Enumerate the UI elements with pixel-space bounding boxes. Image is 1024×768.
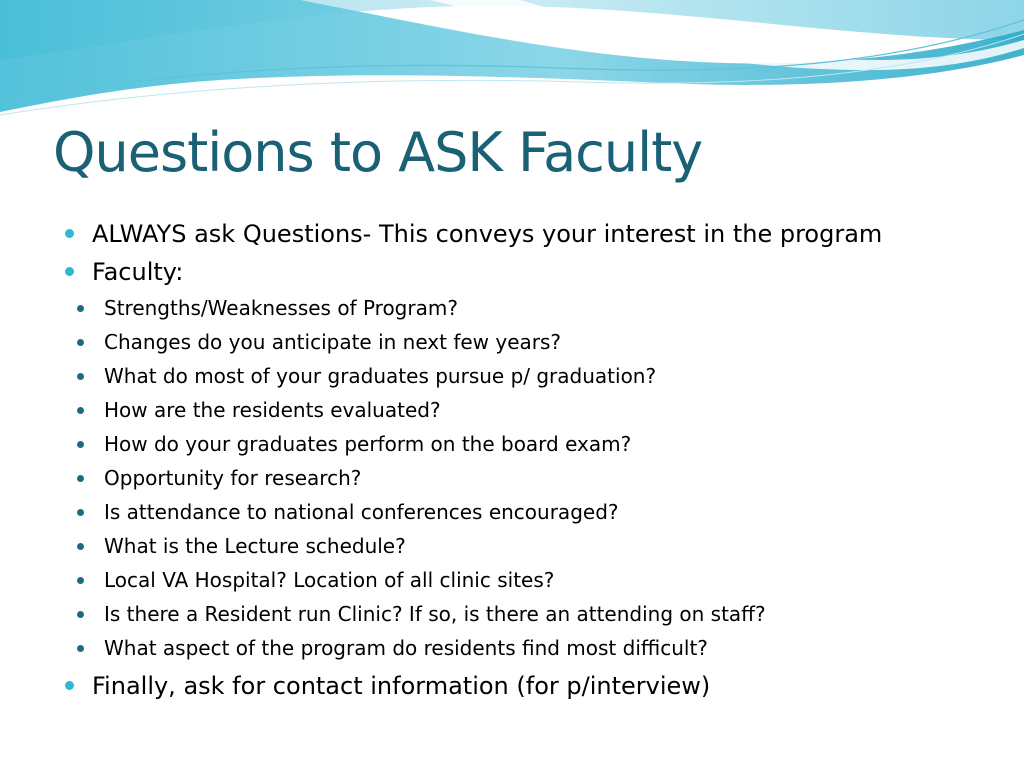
sub-bullet-dot-icon — [77, 577, 84, 584]
bullet-list — [62, 215, 1012, 705]
sub-bullet-dot-icon — [77, 441, 84, 448]
faculty-subbullets-container — [62, 291, 1012, 665]
bullet-text: Faculty: — [92, 258, 184, 286]
sub-bullet-item — [62, 461, 1012, 495]
bullet-dot-icon — [65, 267, 74, 276]
sub-bullet-text: Is there a Resident run Clinic? If so, is there an attending on staff? — [104, 602, 766, 626]
sub-bullet-text: How do your graduates perform on the board exam? — [104, 432, 632, 456]
sub-bullet-item — [62, 427, 1012, 461]
sub-bullet-dot-icon — [77, 339, 84, 346]
sub-bullet-dot-icon — [77, 645, 84, 652]
bullet-text: ALWAYS ask Questions- This conveys your interest in the program — [92, 220, 883, 248]
bullet-dot-icon — [65, 229, 74, 238]
sub-bullet-text: What aspect of the program do residents find most difficult? — [104, 636, 708, 660]
sub-bullet-text: What do most of your graduates pursue p/ graduation? — [104, 364, 657, 388]
sub-bullet-item — [62, 529, 1012, 563]
decorative-wave-banner — [0, 0, 1024, 130]
sub-bullet-item — [62, 563, 1012, 597]
sub-bullet-item — [62, 495, 1012, 529]
sub-bullet-item — [62, 325, 1012, 359]
sub-bullet-dot-icon — [77, 509, 84, 516]
sub-bullet-text: Is attendance to national conferences encouraged? — [104, 500, 619, 524]
sub-bullet-item — [62, 631, 1012, 665]
sub-bullet-dot-icon — [77, 475, 84, 482]
sub-bullet-text: How are the residents evaluated? — [104, 398, 441, 422]
sub-bullet-text: What is the Lecture schedule? — [104, 534, 406, 558]
faculty-subbullet-list — [62, 291, 1012, 665]
sub-bullet-text: Local VA Hospital? Location of all clinic sites? — [104, 568, 555, 592]
sub-bullet-item — [62, 291, 1012, 325]
bullet-dot-icon — [65, 681, 74, 690]
bullet-item-faculty — [62, 253, 1012, 291]
sub-bullet-dot-icon — [77, 373, 84, 380]
slide-title: Questions to ASK Faculty — [53, 121, 703, 184]
sub-bullet-text: Opportunity for research? — [104, 466, 362, 490]
sub-bullet-dot-icon — [77, 611, 84, 618]
sub-bullet-item — [62, 393, 1012, 427]
sub-bullet-text: Changes do you anticipate in next few years? — [104, 330, 562, 354]
sub-bullet-dot-icon — [77, 305, 84, 312]
sub-bullet-item — [62, 597, 1012, 631]
sub-bullet-dot-icon — [77, 543, 84, 550]
bullet-item-always-ask — [62, 215, 1012, 253]
sub-bullet-dot-icon — [77, 407, 84, 414]
sub-bullet-text: Strengths/Weaknesses of Program? — [104, 296, 458, 320]
sub-bullet-item — [62, 359, 1012, 393]
bullet-item-finally — [62, 667, 1012, 705]
bullet-text: Finally, ask for contact information (for p/interview) — [92, 672, 711, 700]
